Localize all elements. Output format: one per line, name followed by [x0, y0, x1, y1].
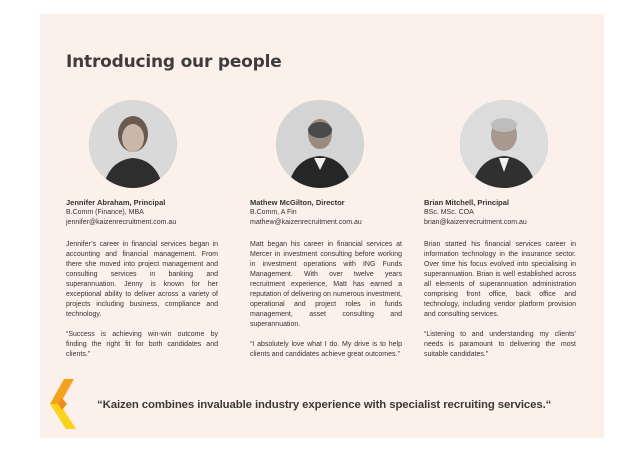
- person-email[interactable]: mathew@kaizenrecruitment.com.au: [250, 219, 362, 226]
- person-quote: “Listening to and understanding my clients’ needs is paramount to delivering the most suitable candidates.”: [424, 331, 576, 358]
- person-quote: “I absolutely love what I do. My drive is to help clients and candidates achieve great outcomes.”: [250, 341, 402, 358]
- jennifer-portrait: [89, 100, 177, 188]
- person-name: Mathew McGilton, Director: [250, 198, 345, 207]
- person-bio: Brian started his financial services career in information technology in the insurance sector. Over time his focus evolved into specialising in superannuation. Brian is well established across all elements of superannuation administration comprising front office, back office and technology, including vendor platform provision and consulting services.: [424, 241, 576, 318]
- person-qualification: BSc. MSc. COA: [424, 209, 474, 216]
- mathew-portrait: [276, 100, 364, 188]
- person-email[interactable]: brian@kaizenrecruitment.com.au: [424, 219, 527, 226]
- person-card-jennifer: [66, 198, 218, 360]
- person-card-mathew: [250, 198, 402, 360]
- tagline: “Kaizen combines invaluable industry experience with specialist recruiting services.“: [97, 399, 552, 411]
- person-qualification: B.Comm (Finance), MBA: [66, 209, 144, 216]
- person-bio: Matt began his career in financial services at Mercer in investment consulting before working in investment operations with ING Funds Management. With over twelve years recruitment experience, Matt has earned a reputation of delivering on numerous investment, operational and project roles in funds management, asset consulting and superannuation.: [250, 241, 402, 328]
- brian-portrait: [460, 100, 548, 188]
- person-bio: Jennifer’s career in financial services began in accounting and financial management. From there she moved into project management and consulting services in banking and superannuation. Jenny is known for her exceptional ability to deliver across a variety of projects including business, compliance and technology.: [66, 241, 218, 318]
- person-email[interactable]: jennifer@kaizenrecruitment.com.au: [66, 219, 177, 226]
- person-quote: “Success is achieving win-win outcome by finding the right fit for both candidates and clients.”: [66, 331, 218, 358]
- kaizen-logo-icon: [48, 377, 88, 431]
- person-name: Brian Mitchell, Principal: [424, 198, 510, 207]
- person-card-brian: [424, 198, 576, 360]
- page-title: Introducing our people: [66, 52, 282, 72]
- person-qualification: B.Comm, A Fin: [250, 209, 297, 216]
- person-name: Jennifer Abraham, Principal: [66, 198, 166, 207]
